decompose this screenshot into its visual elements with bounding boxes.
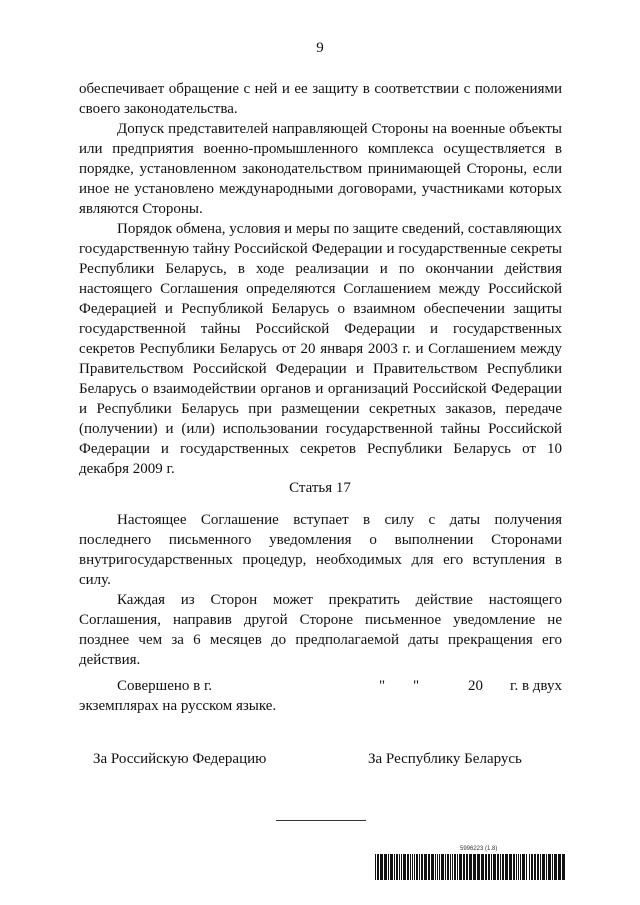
signature-russia: За Российскую Федерацию (93, 751, 267, 767)
continuation-line-1: обеспечивает обращение с ней и ее защиту в соответствии с положениями (79, 81, 562, 97)
barcode (375, 854, 565, 880)
paragraph-secrets: Порядок обмена, условия и меры по защите сведений, составляющих государственную тайну Российской Федерации и государственные секреты Республики Беларусь, в ходе реализации и по окончании действия настоящего Соглашения определяются Соглашением между Российской Федерацией и Республикой Беларусь о взаимном обеспечении защиты государственной тайны Российской Федерации и государственных секретов Республики Беларусь от 20 января 2003 г. и Соглашением между Правительством Российской Федерации и Правительством Республики Беларусь о взаимодействии органов и организаций Российской Федерации и Республики Беларусь при размещении секретных заказов, передаче (получении) и (или) использовании государственной тайны Российской Федерации и государственных секретов Республики Беларусь от 10 декабря 2009 г. (79, 221, 562, 477)
paragraph-termination: Каждая из Сторон может прекратить действие настоящего Соглашения, направив другой Стороне письменное уведомление не позднее чем за 6 месяцев до предполагаемой даты прекращения его действия. (79, 592, 562, 668)
upper-text-block (79, 79, 562, 479)
continuation-line-2: своего законодательства. (79, 101, 238, 117)
done-at-year-suffix: г. в двух (510, 678, 562, 694)
document-code: 5996223 (1.8) (460, 846, 498, 852)
article-heading: Статья 17 (289, 480, 351, 496)
closing-rule (276, 820, 366, 821)
done-at-quote-close: " (413, 678, 420, 694)
lower-text-block (79, 510, 562, 670)
done-at-quote-open: " (379, 678, 386, 694)
paragraph-access: Допуск представителей направляющей Стороны на военные объекты или предприятия военно-промышленного комплекса осуществляется в порядке, установленном законодательством принимающей Стороны, если иное не установлено международными договорами, участниками которых являются Стороны. (79, 121, 562, 217)
paragraph-entry-into-force: Настоящее Соглашение вступает в силу с даты получения последнего письменного уведомления о выполнении Сторонами внутригосударственных процедур, необходимых для его вступления в силу. (79, 512, 562, 588)
signature-belarus: За Республику Беларусь (368, 751, 522, 767)
done-at-year-prefix: 20 (468, 678, 483, 694)
page-number: 9 (316, 40, 324, 56)
done-at-second-line: экземплярах на русском языке. (79, 698, 277, 714)
done-at-place-label: Совершено в г. (117, 678, 213, 694)
done-at-line (117, 678, 562, 698)
